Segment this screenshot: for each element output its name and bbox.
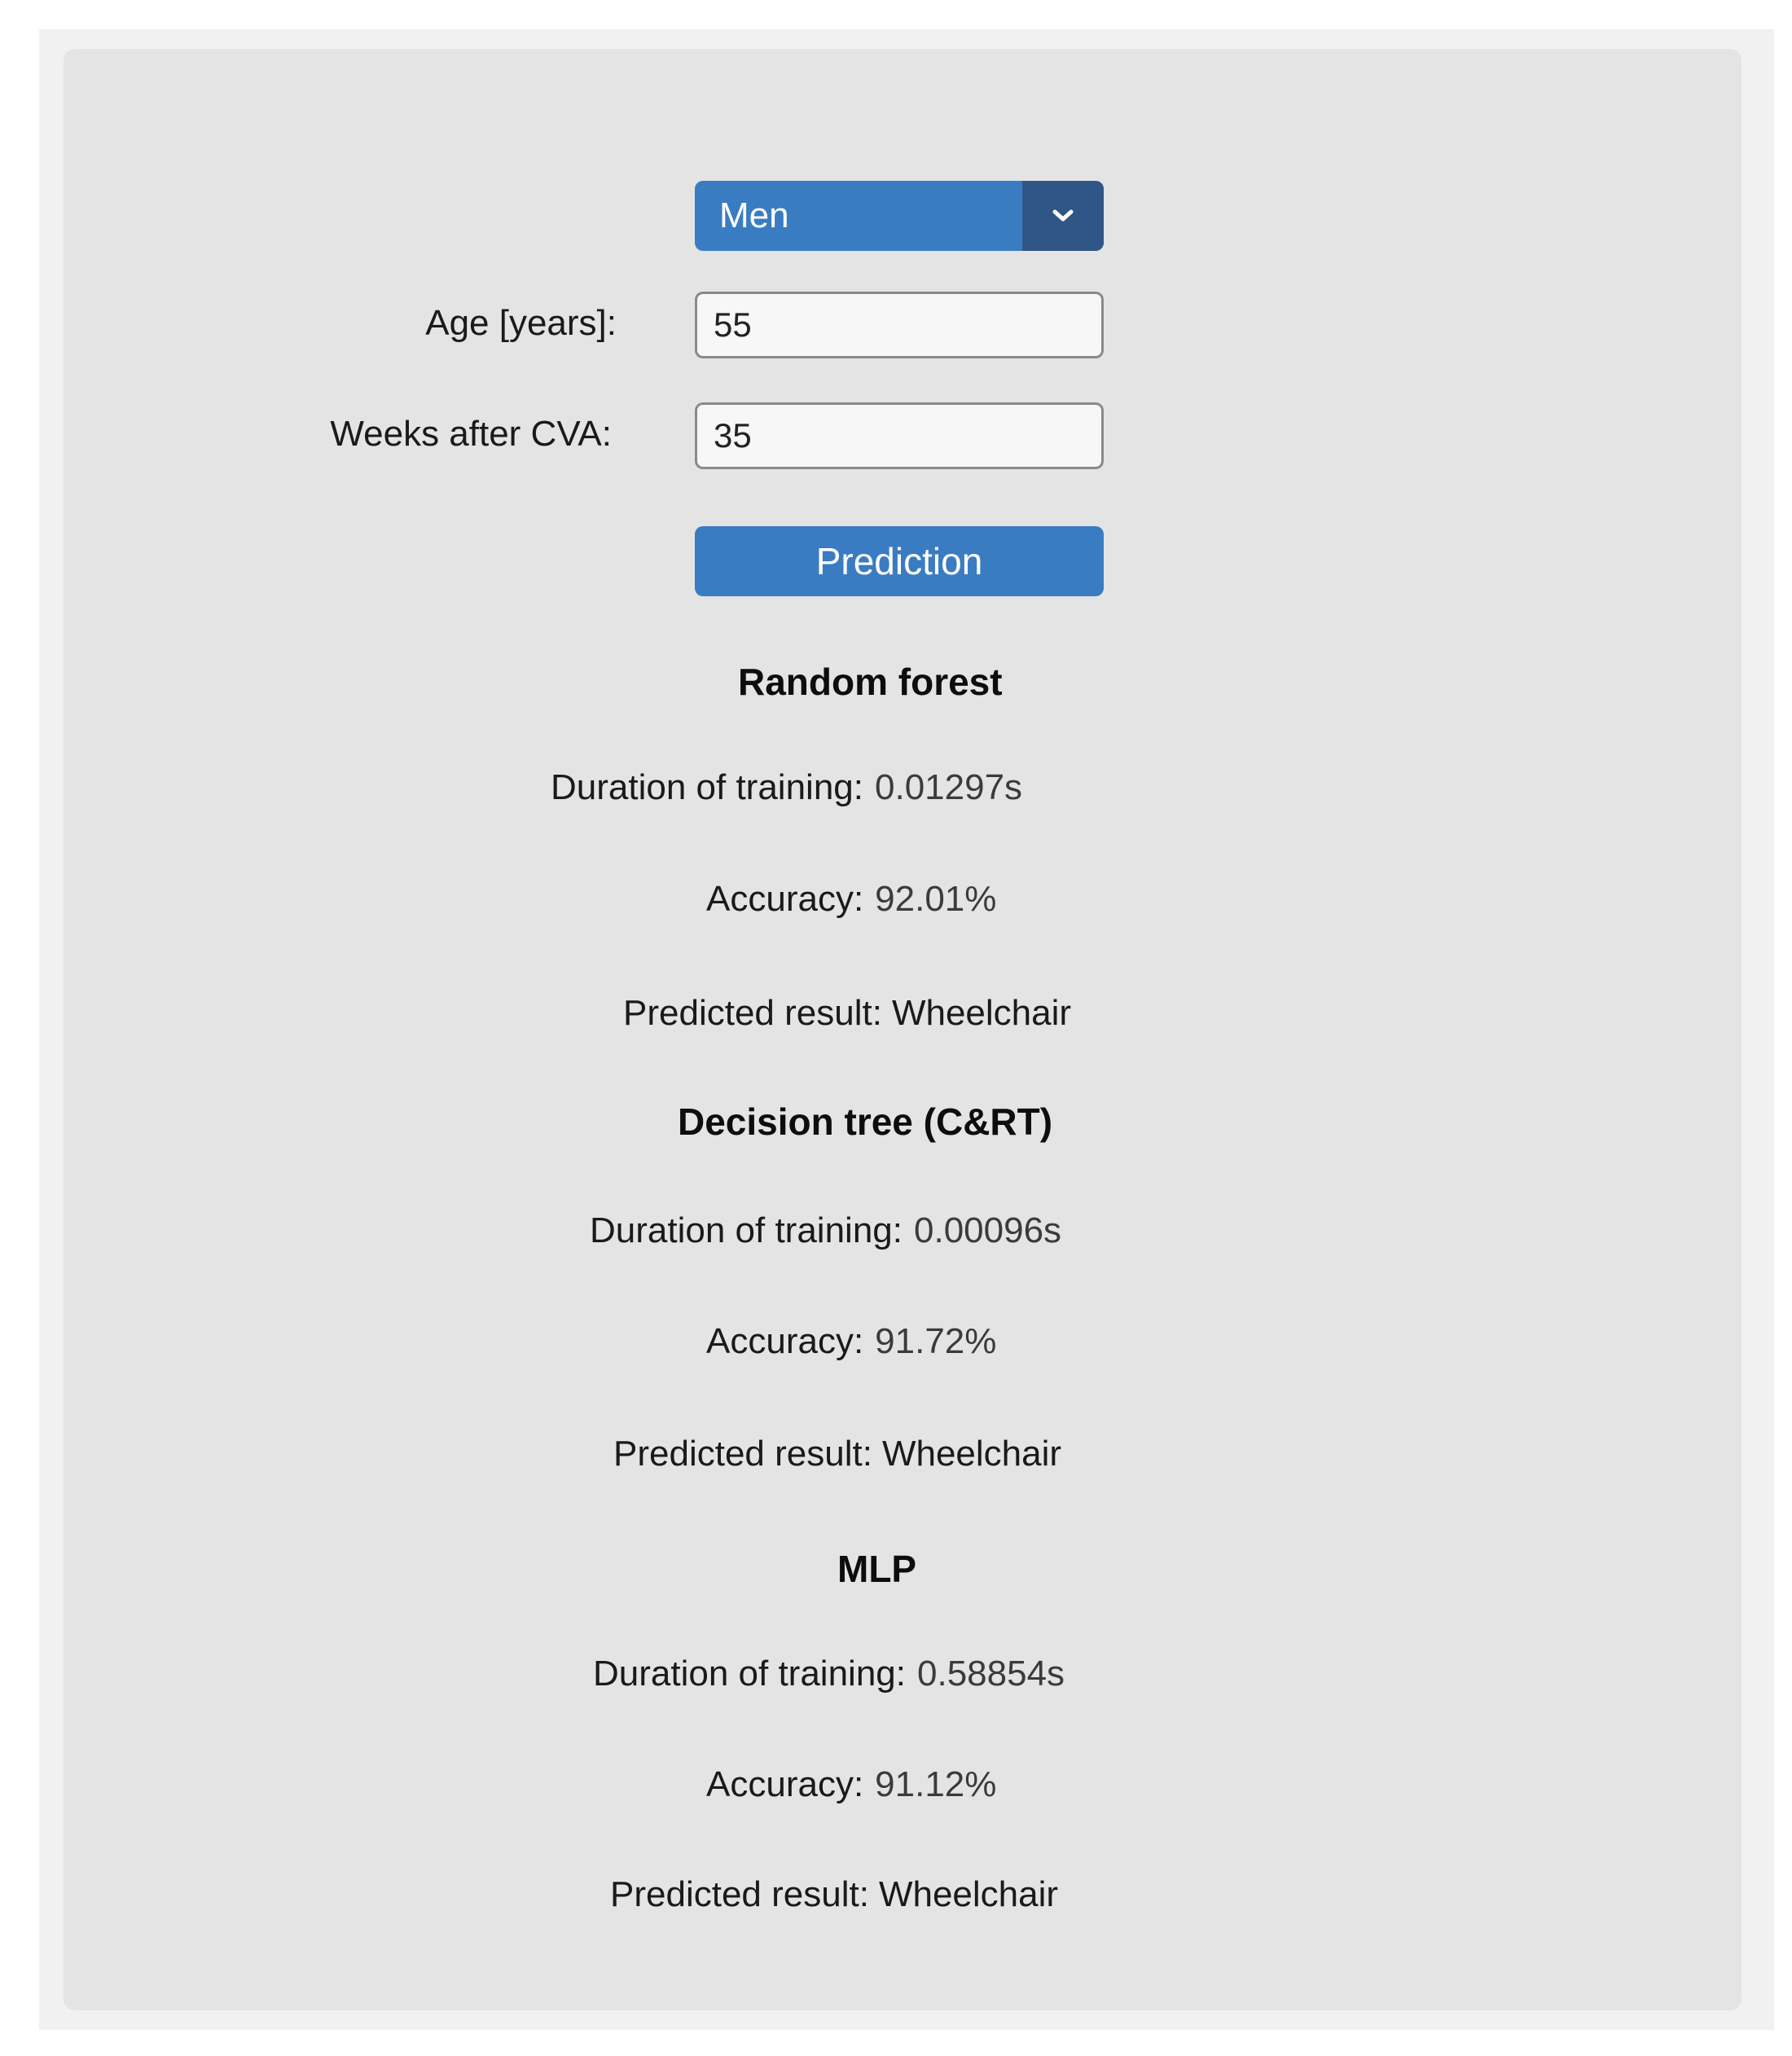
accuracy-label: Accuracy: bbox=[706, 879, 864, 919]
chevron-down-icon bbox=[1050, 205, 1076, 226]
duration-label: Duration of training: bbox=[551, 767, 863, 807]
decision-tree-predicted bbox=[613, 1434, 1061, 1474]
random-forest-duration bbox=[551, 767, 1022, 808]
age-label: Age [years]: bbox=[425, 303, 617, 343]
decision-tree-title: Decision tree (C&RT) bbox=[678, 1100, 1053, 1143]
accuracy-value: 91.12% bbox=[875, 1764, 997, 1804]
duration-value: 0.58854s bbox=[917, 1654, 1065, 1694]
predicted-value: Wheelchair bbox=[881, 1434, 1062, 1474]
duration-label: Duration of training: bbox=[593, 1654, 906, 1694]
accuracy-value: 91.72% bbox=[875, 1321, 997, 1361]
random-forest-title: Random forest bbox=[738, 661, 1003, 703]
select-dropdown-button[interactable] bbox=[1022, 181, 1104, 251]
random-forest-accuracy bbox=[706, 879, 996, 920]
weeks-input[interactable] bbox=[695, 402, 1104, 469]
gender-select-value: Men bbox=[719, 195, 789, 235]
prediction-button[interactable]: Prediction bbox=[695, 526, 1104, 596]
duration-value: 0.00096s bbox=[914, 1210, 1062, 1250]
mlp-accuracy bbox=[706, 1764, 996, 1805]
gender-select[interactable] bbox=[695, 181, 1104, 251]
accuracy-label: Accuracy: bbox=[706, 1321, 864, 1361]
duration-label: Duration of training: bbox=[590, 1210, 903, 1250]
predicted-label: Predicted result: bbox=[610, 1874, 869, 1914]
mlp-title: MLP bbox=[837, 1548, 917, 1590]
decision-tree-duration bbox=[590, 1210, 1061, 1251]
decision-tree-accuracy bbox=[706, 1321, 996, 1362]
accuracy-label: Accuracy: bbox=[706, 1764, 864, 1804]
mlp-duration bbox=[593, 1654, 1065, 1694]
predicted-label: Predicted result: bbox=[623, 993, 882, 1033]
predicted-value: Wheelchair bbox=[891, 993, 1072, 1033]
age-input[interactable] bbox=[695, 292, 1104, 358]
predicted-label: Predicted result: bbox=[613, 1434, 872, 1474]
duration-value: 0.01297s bbox=[875, 767, 1023, 807]
predicted-value: Wheelchair bbox=[878, 1874, 1059, 1914]
accuracy-value: 92.01% bbox=[875, 879, 997, 919]
mlp-predicted bbox=[610, 1874, 1058, 1915]
weeks-label: Weeks after CVA: bbox=[330, 414, 612, 454]
random-forest-predicted bbox=[623, 993, 1071, 1034]
